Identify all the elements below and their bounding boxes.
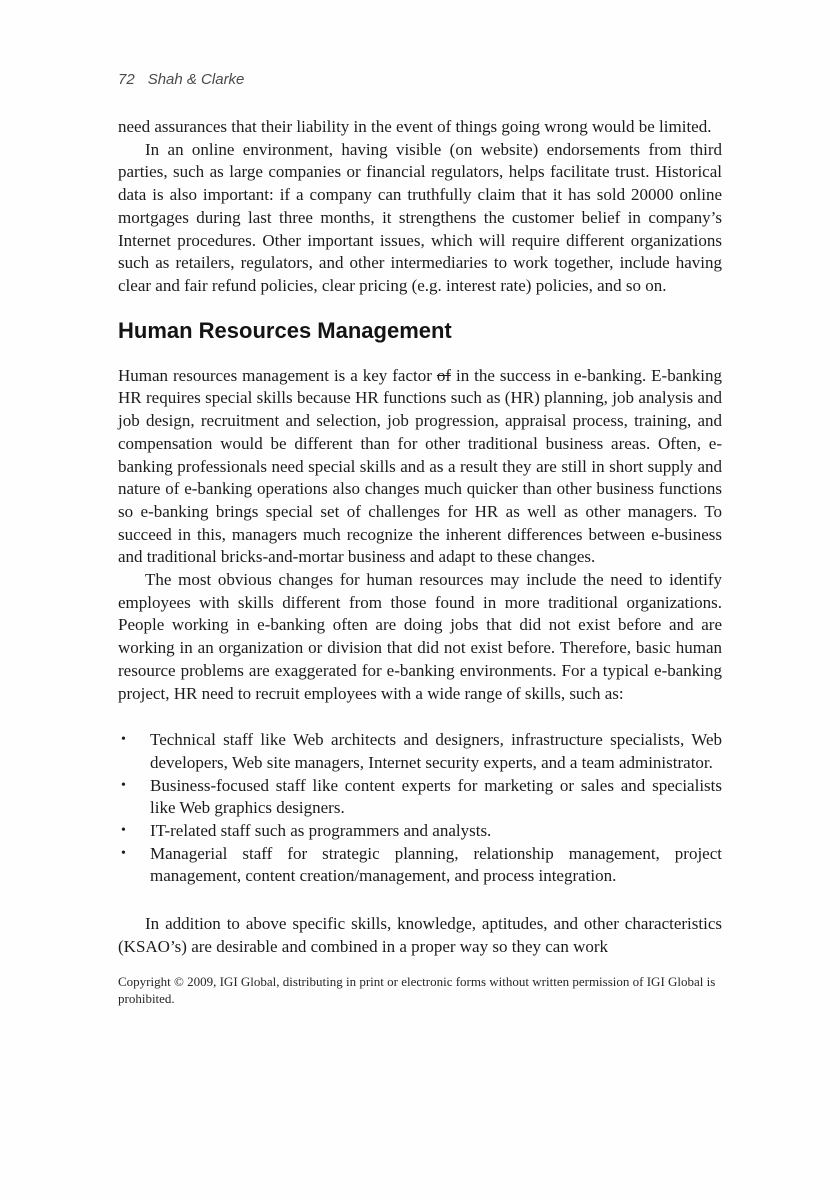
- list-item-managerial-staff: [118, 843, 722, 888]
- list-item-text: Managerial staff for strategic planning, relationship management, project management, content creation/management, and process integration.: [150, 843, 722, 886]
- paragraph-ksao: In addition to above specific skills, knowledge, aptitudes, and other characteristics (KSAO’s) are desirable and combined in a proper way so they can work: [118, 914, 722, 956]
- list-item-text: Technical staff like Web architects and designers, infrastructure specialists, Web developers, Web site managers, Internet security experts, and a team administrator.: [150, 730, 722, 772]
- page-header: [118, 71, 722, 89]
- paragraph-obvious-changes: The most obvious changes for human resources may include the need to identify employees with skills different from those found in more traditional organizations. People working in e-banking often are doing jobs that did not exist before and are working in an organization or division that did not exist before. Therefore, basic human resource problems are exaggerated for e-banking environments. For a typical e-banking project, HR need to recruit employees with a wide range of skills, such as:: [118, 570, 722, 703]
- skills-bullet-list: [118, 729, 722, 888]
- bullet-icon: •: [121, 732, 126, 748]
- list-item-text: Business-focused staff like content experts for marketing or sales and specialists like Web graphics designers.: [150, 775, 722, 818]
- bullet-icon: •: [121, 777, 126, 793]
- hr-paragraph-after-strike: in the success in e-banking. E-banking HR requires special skills because HR functions such as (HR) planning, job analysis and job design, recruitment and selection, job progression, appraisal process, training, and compensation would be different than for other traditional business areas. Often, e-banking professionals need special skills and as a result they are still in short supply and nature of e-banking operations also changes much quicker than other business functions so e-banking brings special set of challenges for HR as well as other managers. To succeed in this, managers much recognize the inherent differences between e-business and traditional bricks-and-mortar business and adapt to these changes.: [118, 365, 722, 567]
- bullet-icon: •: [121, 823, 126, 839]
- list-item-business-staff: [118, 775, 722, 820]
- hr-paragraph-before-strike: Human resources management is a key factor: [118, 365, 437, 385]
- section-heading: Human Resources Management: [118, 317, 452, 343]
- list-item-technical-staff: [118, 729, 722, 774]
- page-number: 72: [118, 71, 135, 88]
- copyright-notice: Copyright © 2009, IGI Global, distributing in print or electronic forms without written permission of IGI Global is prohibited.: [118, 973, 716, 1007]
- bullet-icon: •: [121, 845, 126, 861]
- list-item-text: IT-related staff such as programmers and analysts.: [150, 821, 492, 841]
- paragraph-online-environment: In an online environment, having visible (on website) endorsements from third parties, such as large companies or financial regulators, helps facilitate trust. Historical data is also important: if a company can truthfully claim that it has sold 20000 online mortgages during last three months, it strengthens the customer belief in company’s Internet procedures. Other important issues, which will require different organizations such as retailers, regulators, and other intermediaries to work together, include having clear and fair refund policies, clear pricing (e.g. interest rate) policies, and so on.: [118, 139, 722, 295]
- paragraph-liability: need assurances that their liability in the event of things going wrong would be limited.: [118, 117, 712, 136]
- list-item-it-staff: [118, 820, 722, 843]
- page-body: [118, 116, 722, 959]
- paragraph-hr-management: [118, 365, 722, 569]
- running-title: Shah & Clarke: [147, 71, 245, 88]
- struck-out-word: of: [436, 365, 452, 385]
